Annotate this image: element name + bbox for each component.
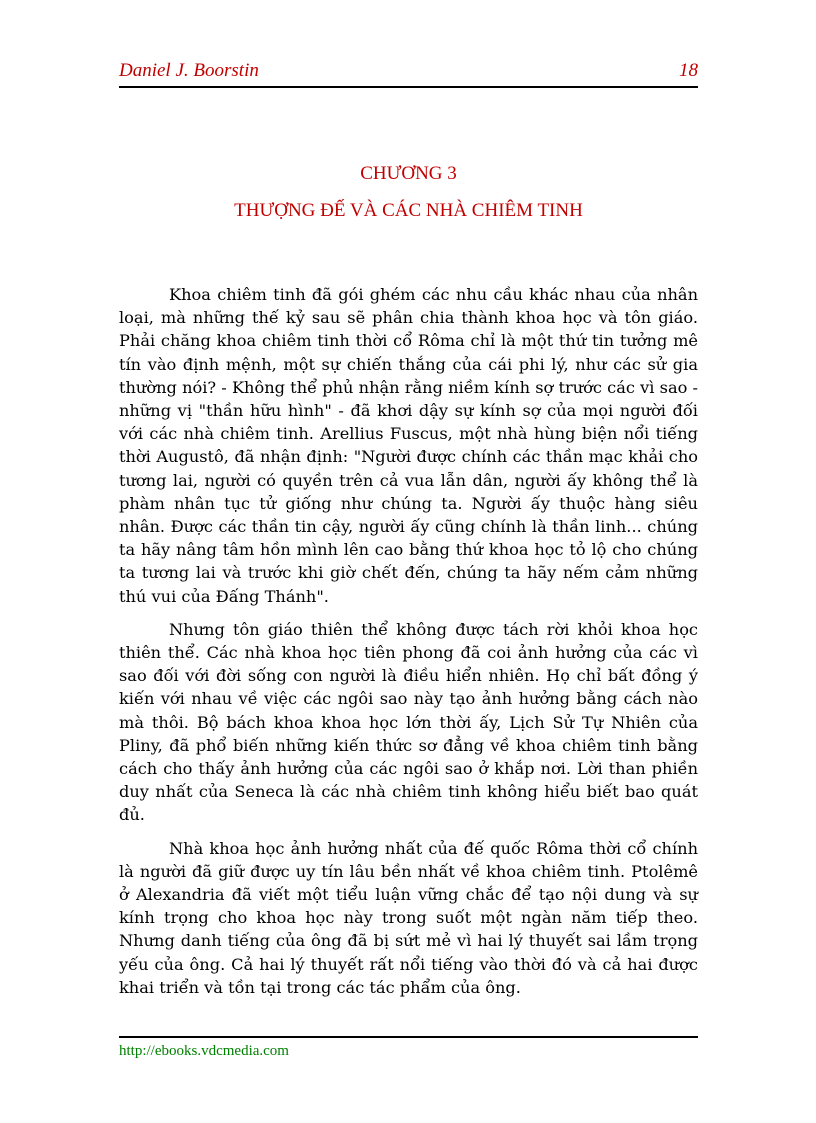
page-footer: [119, 1036, 698, 1060]
footer-url-link[interactable]: http://ebooks.vdcmedia.com: [119, 1043, 289, 1059]
author-name: Daniel J. Boorstin: [119, 60, 259, 81]
chapter-number: CHƯƠNG 3: [360, 163, 457, 184]
paragraph: Nhà khoa học ảnh hưởng nhất của đế quốc Rôma thời cổ chính là người đã giữ được uy tín lâu bền nhất về khoa chiêm tinh. Ptolêmê ở Alexandria đã viết một tiểu luận vững chắc để tạo nội dung và sự kính trọng cho khoa học này trong suốt một ngàn năm tiếp theo. Nhưng danh tiếng của ông đã bị sứt mẻ vì hai lý thuyết sai lầm trọng yếu của ông. Cả hai lý thuyết rất nổi tiếng vào thời đó và cả hai được khai triển và tồn tại trong các tác phẩm của ông.: [119, 838, 698, 997]
page-number: 18: [679, 60, 698, 81]
chapter-title: THƯỢNG ĐẾ VÀ CÁC NHÀ CHIÊM TINH: [234, 200, 583, 221]
body-text: [119, 283, 698, 1009]
paragraph: Khoa chiêm tinh đã gói ghém các nhu cầu khác nhau của nhân loại, mà những thế kỷ sau sẽ phân chia thành khoa học và tôn giáo. Phải chăng khoa chiêm tinh thời cổ Rôma chỉ là một thứ tin tưởng mê tín vào định mệnh, một sự chiến thắng của cái phi lý, như các sử gia thường nói? - Không thể phủ nhận rằng niềm kính sợ trước các vì sao - những vị "thần hữu hình" - đã khơi dậy sự kính sợ của mọi người đối với các nhà chiêm tinh. Arellius Fuscus, một nhà hùng biện nổi tiếng thời Augustô, đã nhận định: "Người được chính các thần mạc khải cho tương lai, người có quyền trên cả vua lẫn dân, người ấy không thể là phàm nhân tục tử giống như chúng ta. Người ấy thuộc hàng siêu nhân. Được các thần tin cậy, người ấy cũng chính là thần linh... chúng ta hãy nâng tâm hồn mình lên cao bằng thứ khoa học tỏ lộ cho chúng ta tương lai và trước khi giờ chết đến, chúng ta hãy nếm cảm những thú vui của Đấng Thánh".: [119, 285, 698, 606]
page-header: [119, 60, 698, 88]
paragraph: Nhưng tôn giáo thiên thể không được tách rời khỏi khoa học thiên thể. Các nhà khoa học tiên phong đã coi ảnh hưởng của các vì sao đối với đời sống con người là điều hiển nhiên. Họ chỉ bất đồng ý kiến với nhau về việc các ngôi sao này tạo ảnh hưởng bằng cách nào mà thôi. Bộ bách khoa khoa học lớn thời ấy, Lịch Sử Tự Nhiên của Pliny, đã phổ biến những kiến thức sơ đẳng về khoa chiêm tinh bằng cách cho thấy ảnh hưởng của các ngôi sao ở khắp nơi. Lời than phiền duy nhất của Seneca là các nhà chiêm tinh không hiểu biết bao quát đủ.: [119, 619, 698, 825]
